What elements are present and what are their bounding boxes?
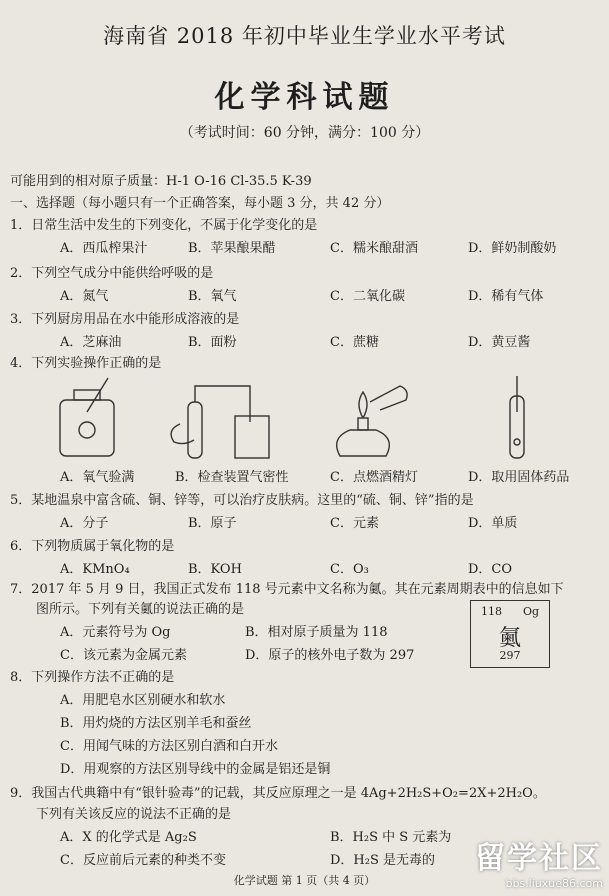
option: A．元素符号为 Og — [60, 625, 171, 640]
question-stem-cont: 下列有关该反应的说法不正确的是 — [36, 807, 232, 822]
option: D．单质 — [468, 516, 518, 531]
option: D．CO — [468, 562, 513, 577]
option: B．氧气 — [188, 289, 237, 304]
atomic-mass: 297 — [499, 649, 521, 662]
second-lamp — [370, 386, 407, 410]
subject-title: 化学科试题 — [214, 80, 395, 115]
alcohol-lamp-figure — [337, 386, 407, 456]
option: D．稀有气体 — [468, 289, 544, 304]
question-stem: 2．下列空气成分中能供给呼吸的是 — [10, 266, 214, 281]
lamp-wick-holder — [358, 418, 368, 430]
option: B．相对原子质量为 118 — [245, 625, 388, 640]
option: B．原子 — [188, 516, 237, 531]
question-stem: 5．某地温泉中富含硫、铜、锌等，可以治疗皮肤病。这里的“硫、铜、锌”指的是 — [10, 493, 474, 508]
lab-illustrations — [40, 372, 540, 462]
wood-stick — [87, 378, 108, 412]
atomic-masses: 可能用到的相对原子质量：H-1 O-16 Cl-35.5 K-39 — [10, 174, 312, 189]
option: A．X 的化学式是 Ag₂S — [60, 830, 197, 845]
watermark-url: bbs.liuxue86.com — [505, 877, 603, 890]
glowing-spot — [79, 422, 95, 438]
option: D．原子的核外电子数为 297 — [245, 648, 415, 663]
element-name: 鿫 — [498, 626, 521, 651]
question-stem: 3．下列厨房用品在水中能形成溶液的是 — [10, 312, 240, 327]
question-stem: 4．下列实验操作正确的是 — [10, 356, 162, 371]
oxygen-bottle-figure — [60, 378, 114, 456]
gas-bottle — [60, 400, 114, 456]
question-stem: 8．下列操作方法不正确的是 — [10, 670, 175, 685]
element-symbol: Og — [522, 605, 539, 618]
option: A．用肥皂水区别硬水和软水 — [60, 693, 226, 708]
option: A．芝麻油 — [60, 335, 122, 350]
option: C．点燃酒精灯 — [330, 470, 418, 485]
option: A．西瓜榨果汁 — [60, 241, 148, 256]
hand-shape — [171, 424, 194, 444]
option: D．取用固体药品 — [468, 470, 570, 485]
option: D．黄豆酱 — [468, 335, 531, 350]
solid-reagent-figure — [510, 376, 524, 458]
question-stem: 9．我国古代典籍中有“银针验毒”的记载，其反应原理之一是 4Ag+2H₂S+O₂=2X+2H₂O。 — [10, 786, 546, 801]
option: B．检查装置气密性 — [175, 470, 289, 485]
option: A．分子 — [60, 516, 109, 531]
exam-info: （考试时间：60 分钟，满分：100 分） — [179, 125, 430, 141]
water-beaker — [235, 416, 269, 458]
option: C．二氧化碳 — [330, 289, 405, 304]
lamp-body — [337, 430, 390, 456]
option: C．糯米酿甜酒 — [330, 241, 418, 256]
option: C．反应前后元素的种类不变 — [60, 853, 226, 868]
question-stem-cont: 图所示。下列有关鿫的说法正确的是 — [36, 602, 245, 617]
option: A．氮气 — [60, 289, 109, 304]
option: B．面粉 — [188, 335, 237, 350]
option: D．用观察的方法区别导线中的金属是铝还是铜 — [60, 762, 331, 777]
option: D．鲜奶制酸奶 — [468, 241, 557, 256]
atomic-number: 118 — [481, 605, 502, 618]
option: C．O₃ — [330, 562, 369, 577]
airtightness-figure — [171, 386, 269, 458]
question-stem: 7．2017 年 5 月 9 日，我国正式发布 118 号元素中文名称为鿫。其在元素周期表中的信息如下 — [10, 582, 564, 597]
option: C．元素 — [330, 516, 379, 531]
option: B．苹果酿果醋 — [188, 241, 276, 256]
option: C．用闻气味的方法区别白酒和白开水 — [60, 739, 278, 754]
watermark-logo: 留学社区 — [475, 841, 603, 876]
exam-title: 海南省 2018 年初中毕业生学业水平考试 — [103, 24, 506, 48]
question-stem: 6．下列物质属于氧化物的是 — [10, 539, 175, 554]
section-heading: 一、选择题（每小题只有一个正确答案，每小题 3 分，共 42 分） — [10, 196, 390, 211]
option: C．蔗糖 — [330, 335, 379, 350]
lamp-flame — [359, 392, 367, 418]
option: D．H₂S 是无毒的 — [330, 853, 436, 868]
test-tube — [188, 402, 202, 458]
option: B．H₂S 中 S 元素为 — [330, 830, 452, 845]
option: C．该元素为金属元素 — [60, 648, 187, 663]
option: B．KOH — [188, 562, 242, 577]
option: A．KMnO₄ — [60, 562, 130, 577]
solid-granule — [514, 439, 520, 445]
element-card — [470, 600, 550, 668]
page-footer: 化学试题 第 1 页（共 4 页） — [233, 874, 376, 887]
option: A．氧气验满 — [60, 470, 135, 485]
question-stem: 1．日常生活中发生的下列变化，不属于化学变化的是 — [10, 218, 318, 233]
watermark — [475, 833, 603, 890]
option: B．用灼烧的方法区别羊毛和蚕丝 — [60, 716, 252, 731]
